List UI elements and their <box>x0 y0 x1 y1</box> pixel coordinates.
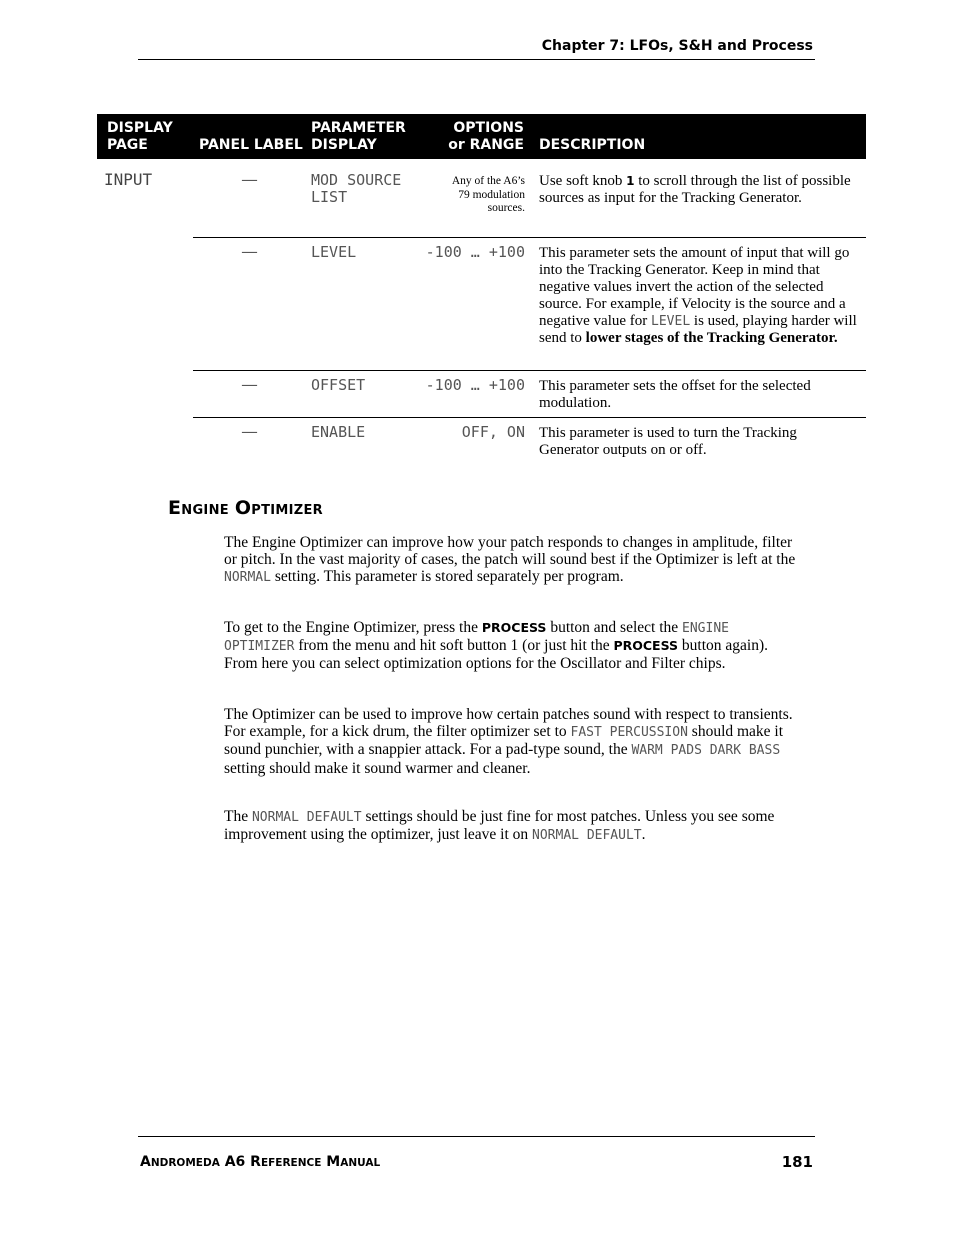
soft-knob-number: 1 <box>626 174 635 188</box>
para-text: To get to the Engine Optimizer, press the <box>224 619 482 636</box>
col-description: DESCRIPTION <box>539 137 646 153</box>
col-options-line2: or RANGE <box>448 137 524 153</box>
para-text: setting. This parameter is stored separately per program. <box>270 568 624 586</box>
row-divider <box>193 417 866 418</box>
para-text: The Engine Optimizer can improve how your patch responds to changes in amplitude, filter or pitch. In the vast majority of cases, the patch will sound best if the Optimizer is left at the <box>224 534 796 569</box>
para-text: button again). From here you can select optimization options for the Oscillator and Filter chips. <box>224 637 768 673</box>
param-line2: LIST <box>311 188 348 206</box>
row-divider <box>193 370 866 371</box>
manual-title-part: M <box>321 1154 341 1170</box>
desc-text: Use soft knob <box>539 173 627 189</box>
para-text: The <box>224 808 252 825</box>
col-display-page-line2: PAGE <box>107 137 148 153</box>
col-display-page-line1: DISPLAY <box>107 120 173 136</box>
manual-title-part: NDROMEDA <box>150 1157 220 1169</box>
panel-label-dash: — <box>242 377 257 393</box>
manual-title <box>140 1154 380 1170</box>
description-enable: This parameter is used to turn the Tracking Generator outputs on or off. <box>539 425 797 458</box>
para-text: from the menu and hit soft button 1 (or just hit the <box>294 637 614 655</box>
param-offset: OFFSET <box>311 376 366 394</box>
para-text: should make it sound punchier, with a snappier attack. For a pad-type sound, the <box>224 723 784 759</box>
options-mod-sources <box>410 175 525 216</box>
description-level <box>539 245 859 347</box>
manual-title-part: A <box>140 1154 151 1170</box>
col-param-line1: PARAMETER <box>311 120 406 136</box>
col-panel-label: PANEL LABEL <box>199 137 303 153</box>
section-title-engine-optimizer <box>168 497 323 519</box>
process-button-label: PROCESS <box>613 638 679 654</box>
manual-title-part: EFERENCE <box>260 1157 322 1169</box>
title-initial: E <box>168 497 182 519</box>
options-level-range: -100 … +100 <box>425 243 525 261</box>
desc-text: is used, playing harder will send to <box>539 313 857 346</box>
panel-label-dash: — <box>242 424 257 440</box>
page-footer <box>138 1136 815 1171</box>
page-header <box>138 38 815 60</box>
param-mod-source-list <box>311 172 401 206</box>
param-level: LEVEL <box>311 243 357 261</box>
description-mod-source <box>539 173 859 207</box>
page-number: 181 <box>781 1153 813 1171</box>
inline-code: NORMAL DEFAULT <box>251 810 362 825</box>
para-text: The Optimizer can be used to improve how certain patches sound with respect to transients. For example, for a kick drum, the filter optimizer set to <box>224 706 793 741</box>
options-offset-range: -100 … +100 <box>425 376 525 394</box>
para-text: button and select the <box>546 619 683 636</box>
param-enable: ENABLE <box>311 423 366 441</box>
chapter-title: Chapter 7: LFOs, S&H and Process <box>541 38 813 54</box>
options-enable: OFF, ON <box>461 423 525 441</box>
paragraph-2 <box>224 619 804 673</box>
col-display-page <box>107 120 173 154</box>
col-param-line2: DISPLAY <box>311 137 377 153</box>
options-line1: Any of the A6’s <box>451 175 525 187</box>
col-parameter-display <box>311 120 406 154</box>
panel-label-dash: — <box>242 244 257 260</box>
manual-title-part: ANUAL <box>340 1157 381 1169</box>
display-page-input: INPUT <box>104 170 153 189</box>
description-offset: This parameter sets the offset for the selected modulation. <box>539 378 811 411</box>
title-smallcaps: NGINE <box>181 503 229 518</box>
col-options-range <box>448 120 524 154</box>
col-options-line1: OPTIONS <box>453 120 524 136</box>
para-text: settings should be just fine for most patches. Unless you see some improvement using the optimizer, just leave it on <box>224 808 775 844</box>
inline-code: LEVEL <box>651 314 691 329</box>
inline-code: FAST PERCUSSION <box>570 725 688 741</box>
table-header <box>97 114 866 159</box>
para-text: . <box>641 826 646 844</box>
paragraph-3 <box>224 706 804 777</box>
process-button-label: PROCESS <box>481 620 547 635</box>
inline-code: NORMAL DEFAULT <box>532 828 642 844</box>
options-line3: sources. <box>487 202 525 214</box>
desc-text: to scroll through the list of possible sources as input for the Tracking Generator. <box>539 173 851 206</box>
manual-title-part: R <box>250 1154 261 1170</box>
desc-bold-text: lower stages of the Tracking Generator. <box>585 330 838 346</box>
param-line1: MOD SOURCE <box>311 171 402 189</box>
title-smallcaps: PTIMIZER <box>251 503 323 518</box>
row-divider <box>193 237 866 238</box>
paragraph-4 <box>224 808 804 844</box>
paragraph-1 <box>224 534 804 587</box>
manual-title-part: A6 <box>219 1154 251 1170</box>
inline-code: WARM PADS DARK BASS <box>631 743 781 759</box>
options-line2: 79 modulation <box>458 188 525 201</box>
para-text: setting should make it sound warmer and cleaner. <box>224 759 531 777</box>
title-initial: O <box>234 497 252 519</box>
panel-label-dash: — <box>242 172 257 188</box>
inline-code: ENGINE OPTIMIZER <box>224 621 729 655</box>
desc-text: This parameter sets the amount of input that will go into the Tracking Generator. Keep in mind that negative values invert the action of the selected source. For example, if Velocity is the source and a negative value for <box>539 245 850 329</box>
inline-code: NORMAL <box>224 570 271 586</box>
